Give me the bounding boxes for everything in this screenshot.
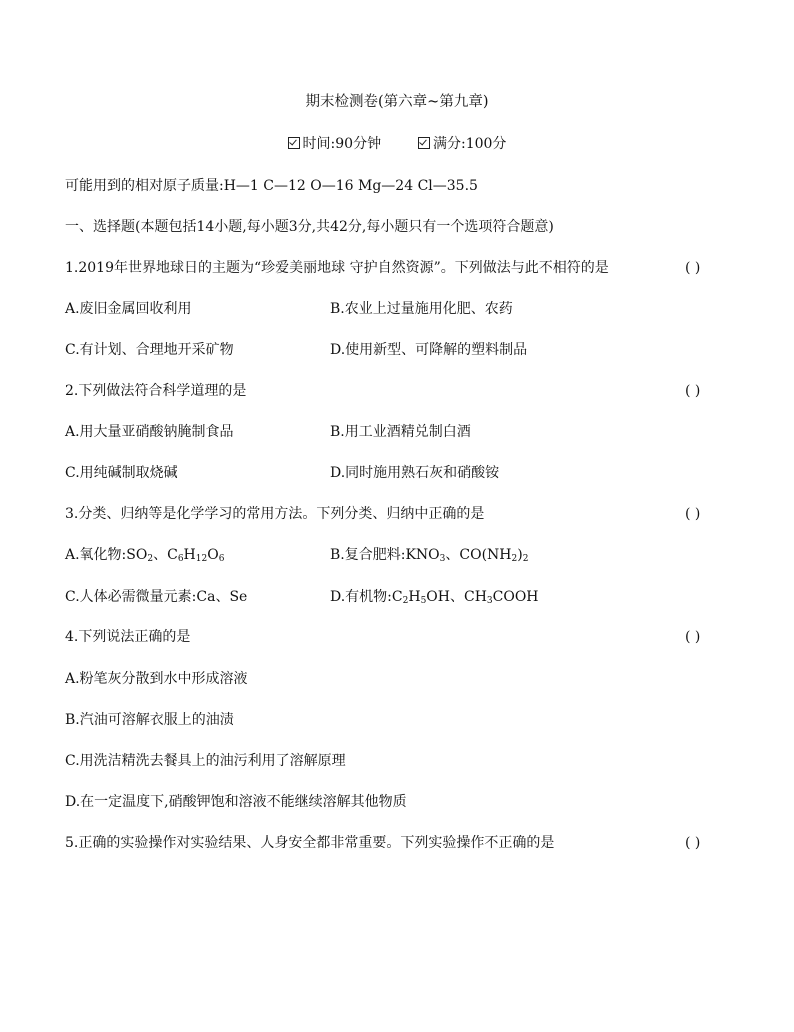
checkbox-icon (288, 137, 300, 149)
exam-title: 期末检测卷(第六章~第九章) (305, 94, 489, 110)
exam-meta (0, 135, 794, 153)
time-limit: 时间:90分钟 (302, 136, 382, 152)
answer-blank-1: ( ) (685, 260, 701, 276)
answer-blank-3: ( ) (685, 506, 701, 522)
question-3-option-d: D.有机物$:C_2H_5OH$、$CH_3COOH$ (330, 589, 539, 606)
question-3-option-c: C.人体必需微量元素:Ca、Se (65, 589, 248, 605)
question-4-option-a: A.粉笔灰分散到水中形成溶液 (65, 671, 248, 687)
question-4-option-b: B.汽油可溶解衣服上的油渍 (65, 712, 234, 728)
question-3-stem: 3.分类、归纳等是化学学习的常用方法。下列分类、归纳中正确的是 (65, 506, 485, 522)
question-1-option-c: C.有计划、合理地开采矿物 (65, 342, 234, 358)
answer-blank-5: ( ) (685, 835, 701, 851)
question-2-option-b: B.用工业酒精兑制白酒 (330, 424, 471, 440)
full-score: 满分:100分 (432, 136, 507, 152)
question-5-stem: 5.正确的实验操作对实验结果、人身安全都非常重要。下列实验操作不正确的是 (65, 835, 555, 851)
answer-blank-4: ( ) (685, 629, 701, 645)
question-3-option-b: B.复合肥料$:KNO_3$、$CO(NH_2)_2$ (330, 547, 529, 564)
question-4-stem: 4.下列说法正确的是 (65, 629, 191, 645)
checkbox-icon (418, 137, 430, 149)
question-1-option-d: D.使用新型、可降解的塑料制品 (330, 342, 528, 358)
atomic-masses: 可能用到的相对原子质量:H—1 C—12 O—16 Mg—24 Cl—35.5 (65, 178, 478, 194)
question-1-option-a: A.废旧金属回收利用 (65, 301, 192, 317)
answer-blank-2: ( ) (685, 383, 701, 399)
question-2-option-d: D.同时施用熟石灰和硝酸铵 (330, 465, 500, 481)
question-1-stem: 1.2019年世界地球日的主题为“珍爱美丽地球 守护自然资源”。下列做法与此不相符的是 (65, 260, 609, 276)
question-3-option-a: A.氧化物$:SO_2$、$C_6H_{12}O_6$ (65, 547, 225, 564)
question-4-option-c: C.用洗洁精洗去餐具上的油污利用了溶解原理 (65, 753, 346, 769)
question-2-option-a: A.用大量亚硝酸钠腌制食品 (65, 424, 234, 440)
question-2-stem: 2.下列做法符合科学道理的是 (65, 383, 247, 399)
question-4-option-d: D.在一定温度下,硝酸钾饱和溶液不能继续溶解其他物质 (65, 794, 407, 810)
question-2-option-c: C.用纯碱制取烧碱 (65, 465, 178, 481)
section-heading: 一、选择题(本题包括14小题,每小题3分,共42分,每小题只有一个选项符合题意) (65, 219, 554, 235)
question-1-option-b: B.农业上过量施用化肥、农药 (330, 301, 513, 317)
